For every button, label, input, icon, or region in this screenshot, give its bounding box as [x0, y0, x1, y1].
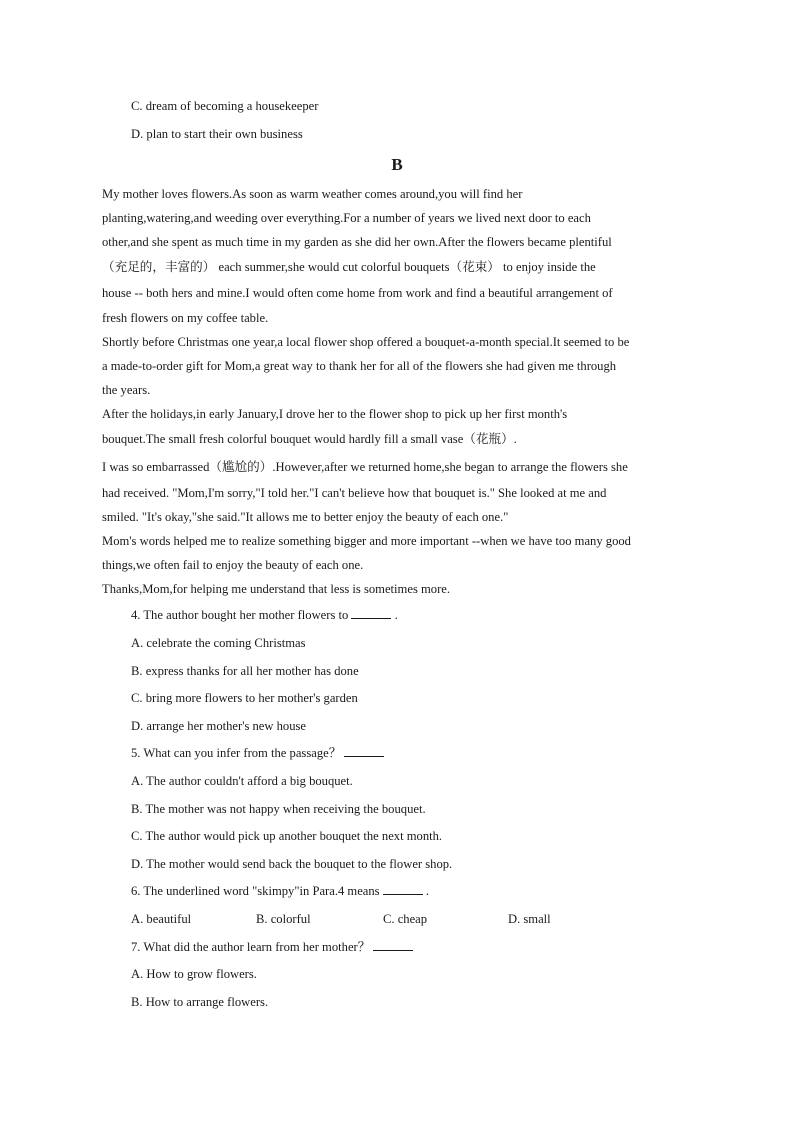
option: C. cheap — [383, 912, 428, 926]
answer-blank — [344, 745, 384, 757]
question-tail: . — [394, 608, 398, 622]
passage-line: planting,watering,and weeding over everything.For a number of years we lived next door to each — [102, 211, 591, 225]
question-stem: 6. The underlined word "skimpy"in Para.4 means — [131, 884, 380, 898]
passage-line: had received. "Mom,I'm sorry,"I told her."I can't believe how that bouquet is." She looked at me and — [102, 486, 607, 500]
question-7 — [131, 939, 413, 955]
passage-line: bouquet.The small fresh colorful bouquet would hardly fill a small vase（花瓶）. — [102, 432, 517, 446]
option: D. arrange her mother's new house — [131, 719, 307, 733]
option: B. colorful — [256, 912, 311, 926]
passage-line: I was so embarrassed（尴尬的）.However,after we returned home,she began to arrange the flowers she — [102, 460, 628, 474]
passage-line: （充足的，丰富的） each summer,she would cut colorful bouquets（花束） to enjoy inside the — [102, 260, 596, 274]
answer-blank — [383, 883, 423, 895]
passage-line: Shortly before Christmas one year,a local flower shop offered a bouquet-a-month special.It seemed to be — [102, 335, 630, 349]
section-title: B — [391, 155, 403, 174]
answer-blank — [351, 607, 391, 619]
passage-line: fresh flowers on my coffee table. — [102, 311, 269, 325]
prev-option-d: D. plan to start their own business — [131, 127, 303, 141]
passage-line: Thanks,Mom,for helping me understand that less is sometimes more. — [102, 582, 451, 596]
question-stem: 4. The author bought her mother flowers to — [131, 608, 349, 622]
option: A. celebrate the coming Christmas — [131, 636, 306, 650]
question-4 — [131, 607, 398, 623]
prev-option-c: C. dream of becoming a housekeeper — [131, 99, 319, 113]
passage-line: After the holidays,in early January,I drove her to the flower shop to pick up her first month's — [102, 407, 568, 421]
answer-blank — [373, 939, 413, 951]
option: A. How to grow flowers. — [131, 967, 257, 981]
option: B. express thanks for all her mother has done — [131, 664, 359, 678]
option: D. The mother would send back the bouquet to the flower shop. — [131, 857, 453, 871]
passage-line: other,and she spent as much time in my garden as she did her own.After the flowers became plentiful — [102, 235, 612, 249]
passage-line: a made-to-order gift for Mom,a great way to thank her for all of the flowers she had given me through — [102, 359, 617, 373]
option: D. small — [508, 912, 551, 926]
option: C. bring more flowers to her mother's garden — [131, 691, 358, 705]
option: B. How to arrange flowers. — [131, 995, 269, 1009]
passage-line: the years. — [102, 383, 151, 397]
option: B. The mother was not happy when receiving the bouquet. — [131, 802, 426, 816]
passage-line: things,we often fail to enjoy the beauty of each one. — [102, 558, 364, 572]
passage-line: house -- both hers and mine.I would often come home from work and find a beautiful arrangement of — [102, 286, 613, 300]
option: A. beautiful — [131, 912, 192, 926]
question-stem: 5. What can you infer from the passage？ — [131, 746, 342, 760]
option: C. The author would pick up another bouquet the next month. — [131, 829, 443, 843]
option: A. The author couldn't afford a big bouquet. — [131, 774, 353, 788]
passage-line: My mother loves flowers.As soon as warm weather comes around,you will find her — [102, 187, 523, 201]
question-stem: 7. What did the author learn from her mother？ — [131, 940, 371, 954]
question-6 — [131, 883, 429, 899]
question-tail: . — [425, 884, 430, 898]
passage-line: Mom's words helped me to realize something bigger and more important --when we have too many good — [102, 534, 631, 548]
question-5 — [131, 745, 384, 761]
passage-line: smiled. "It's okay,"she said."It allows me to better enjoy the beauty of each one." — [102, 510, 509, 524]
